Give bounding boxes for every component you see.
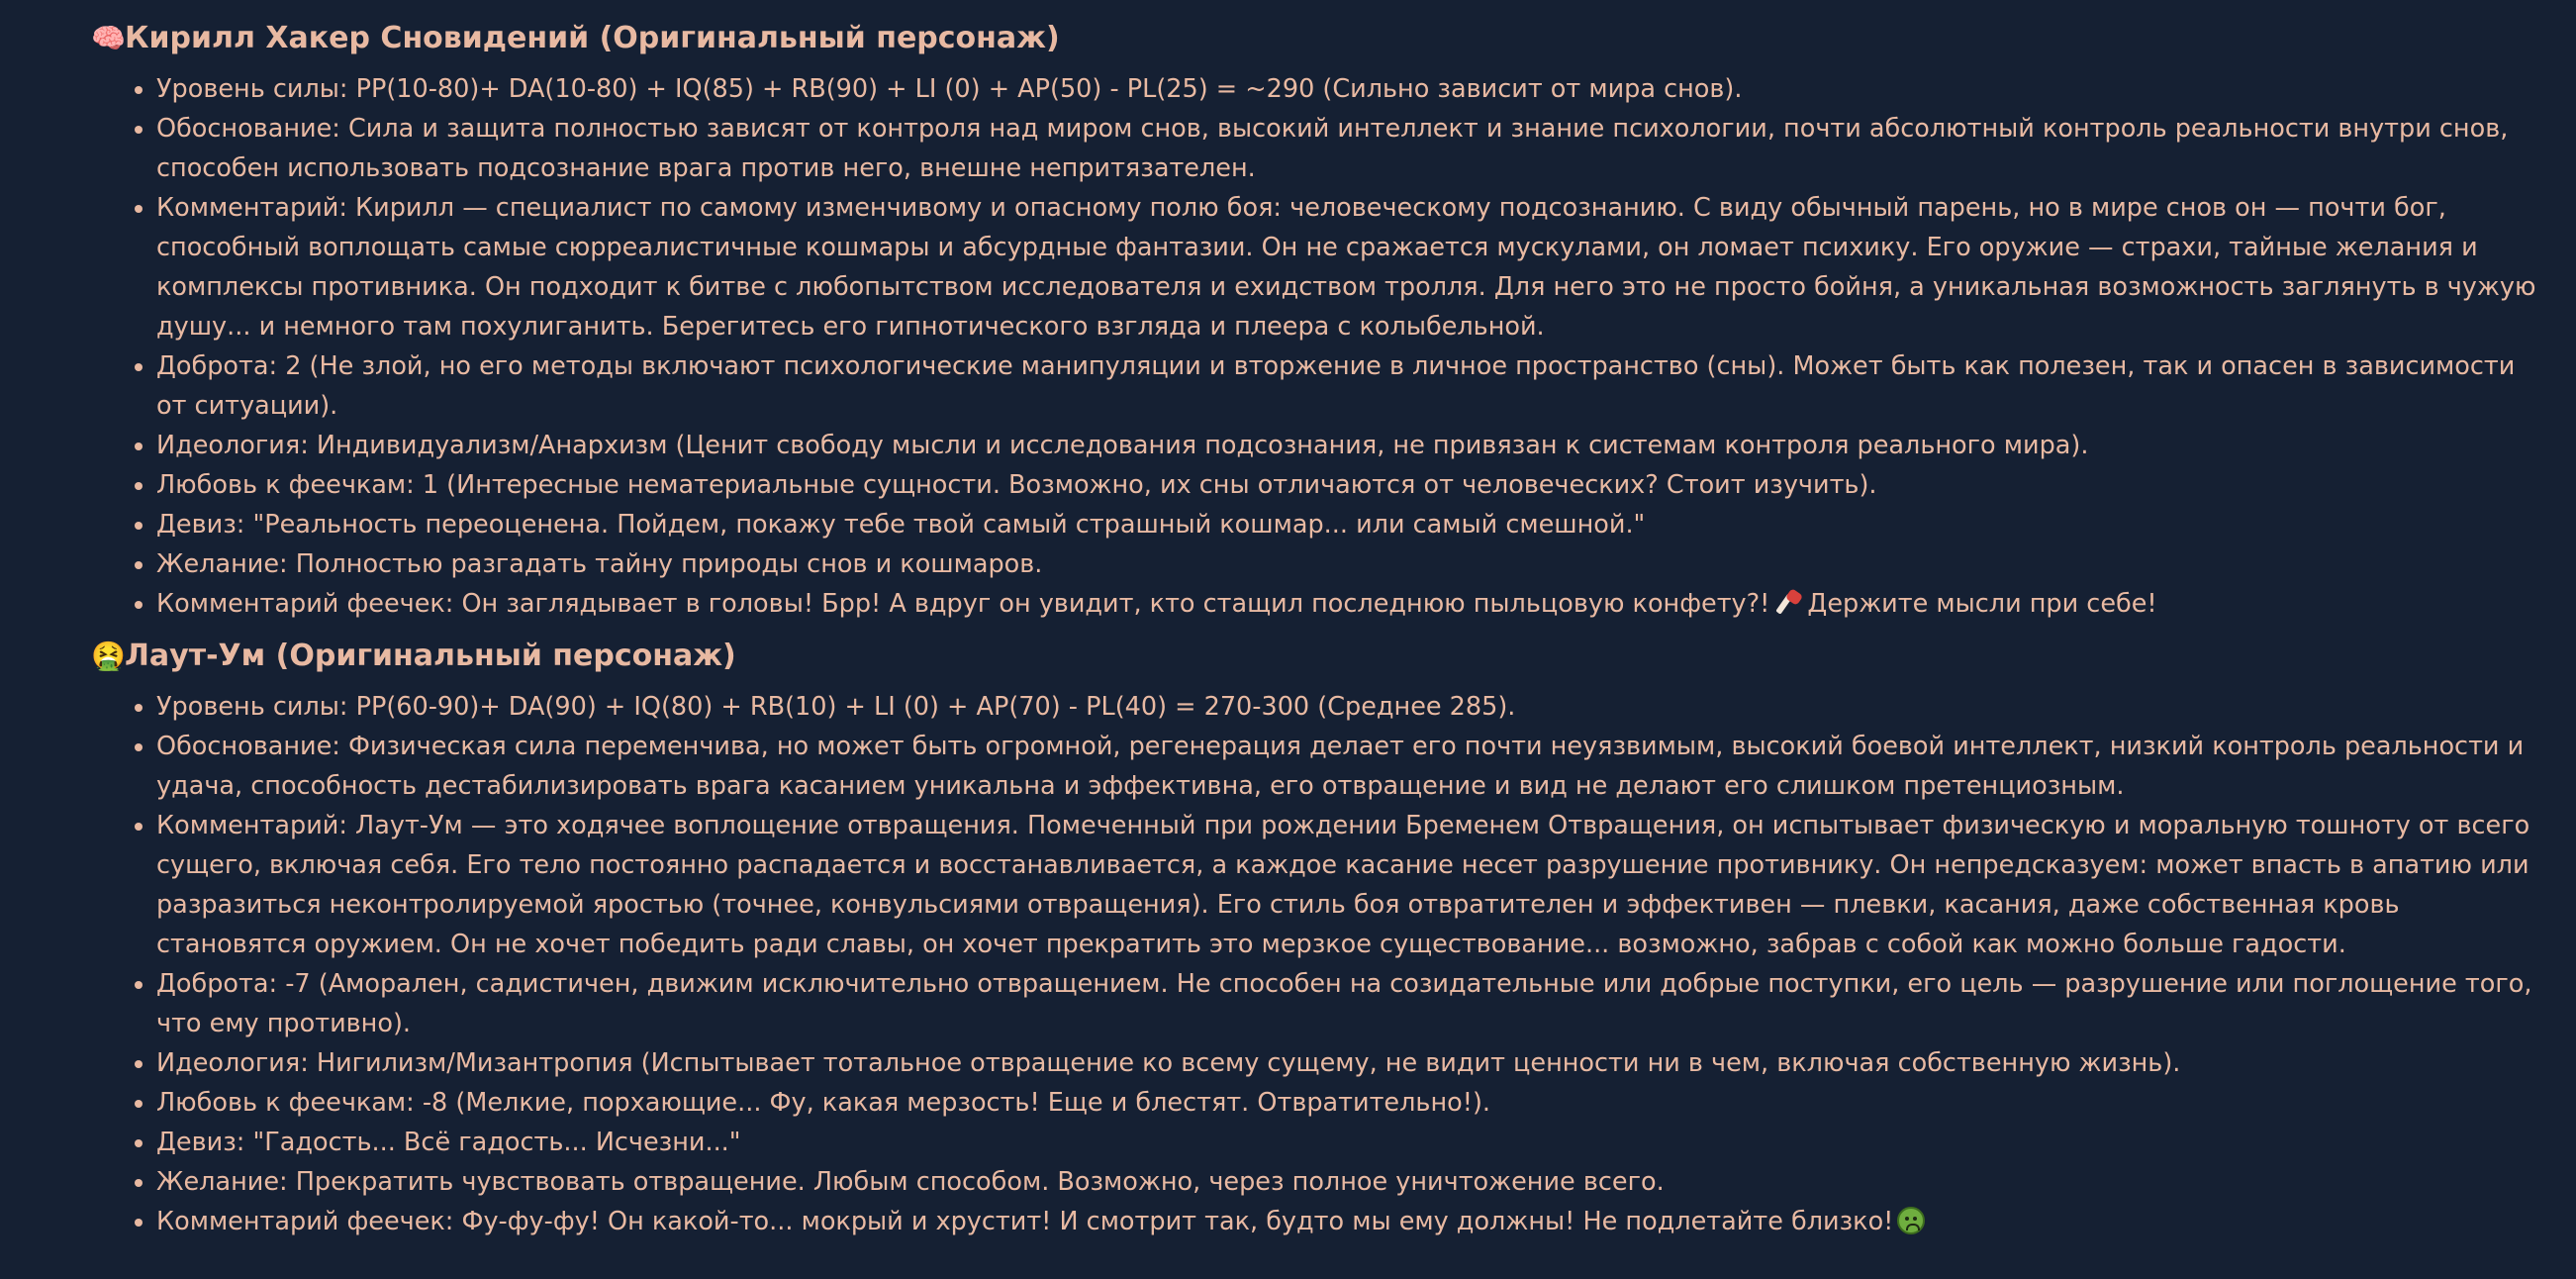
list-item-fairy-love: Любовь к феечкам: -8 (Мелкие, порхающие... Фу, какая мерзость! Еще и блестят. Отвратительно!). [156, 1083, 2546, 1123]
list-item-justification: Обоснование: Сила и защита полностью зависят от контроля над миром снов, высокий интеллект и знание психологии, почти абсолютный контроль реальности внутри снов, способен использовать подсознание врага против него, внешне непритязателен. [156, 109, 2546, 188]
character-name: Лаут-Ум (Оригинальный персонаж) [125, 639, 736, 673]
list-item-desire: Желание: Прекратить чувствовать отвращение. Любым способом. Возможно, через полное уничтожение всего. [156, 1162, 2546, 1202]
candy-icon [1775, 589, 1805, 617]
fairy-comment-text: Комментарий феечек: Фу-фу-фу! Он какой-то... мокрый и хрустит! И смотрит так, будто мы ему должны! Не подлетайте близко! [156, 1207, 1894, 1236]
list-item-fairy-comment [156, 1202, 2546, 1241]
list-item-ideology: Идеология: Нигилизм/Мизантропия (Испытывает тотальное отвращение ко всему сущему, не видит ценности ни в чем, включая собственную жизнь). [156, 1043, 2546, 1083]
character-name: Кирилл Хакер Сновидений (Оригинальный персонаж) [125, 21, 1060, 55]
list-item-fairy-comment [156, 584, 2546, 624]
list-item-ideology: Идеология: Индивидуализм/Анархизм (Ценит свободу мысли и исследования подсознания, не привязан к системам контроля реального мира). [156, 426, 2546, 465]
character-properties-list [91, 69, 2546, 624]
character-title [91, 636, 2546, 677]
fairy-comment-text: Комментарий феечек: Он заглядывает в головы! Брр! А вдруг он увидит, кто стащил последнюю пыльцовую конфету?! [156, 589, 1770, 619]
character-title [91, 18, 2546, 59]
list-item-fairy-love: Любовь к феечкам: 1 (Интересные нематериальные сущности. Возможно, их сны отличаются от человеческих? Стоит изучить). [156, 465, 2546, 505]
list-item-kindness: Доброта: -7 (Аморален, садистичен, движим исключительно отвращением. Не способен на созидательные или добрые поступки, его цель — разрушение или поглощение того, что ему противно). [156, 964, 2546, 1043]
character-properties-list [91, 687, 2546, 1241]
list-item-justification: Обоснование: Физическая сила переменчива, но может быть огромной, регенерация делает его почти неуязвимым, высокий боевой интеллект, низкий контроль реальности и удача, способность дестабилизировать врага касанием уникальна и эффективна, его отвращение и вид не делают его слишком претенциозным. [156, 727, 2546, 806]
brain-icon: 🧠 [91, 22, 126, 54]
fairy-comment-text-end: Держите мысли при себе! [1807, 589, 2157, 619]
list-item-comment: Комментарий: Лаут-Ум — это ходячее воплощение отвращения. Помеченный при рождении Бременем Отвращения, он испытывает физическую и моральную тошноту от всего сущего, включая себя. Его тело постоянно распадается и восстанавливается, а каждое касание несет разрушение противнику. Он непредсказуем: может впасть в апатию или разразиться неконтролируемой яростью (точнее, конвульсиями отвращения). Его стиль боя отвратителен и эффективен — плевки, касания, даже собственная кровь становятся оружием. Он не хочет победить ради славы, он хочет прекратить это мерзкое существование... возможно, забрав с собой как можно больше гадости. [156, 806, 2546, 964]
list-item-kindness: Доброта: 2 (Не злой, но его методы включают психологические манипуляции и вторжение в личное пространство (сны). Может быть как полезен, так и опасен в зависимости от ситуации). [156, 346, 2546, 426]
list-item-desire: Желание: Полностью разгадать тайну природы снов и кошмаров. [156, 544, 2546, 584]
nauseated-face-icon: 🤮 [91, 640, 126, 672]
list-item-power-level: Уровень силы: PP(60-90)+ DA(90) + IQ(80) + RB(10) + LI (0) + AP(70) - PL(40) = 270-300 (Среднее 285). [156, 687, 2546, 727]
list-item-power-level: Уровень силы: PP(10-80)+ DA(10-80) + IQ(85) + RB(90) + LI (0) + AP(50) - PL(25) = ~290 (Сильно зависит от мира снов). [156, 69, 2546, 109]
character-section-kirill [91, 18, 2546, 624]
list-item-motto: Девиз: "Реальность переоценена. Пойдем, покажу тебе твой самый страшный кошмар... или самый смешной." [156, 505, 2546, 544]
list-item-comment: Комментарий: Кирилл — специалист по самому изменчивому и опасному полю боя: человеческому подсознанию. С виду обычный парень, но в мире снов он — почти бог, способный воплощать самые сюрреалистичные кошмары и абсурдные фантазии. Он не сражается мускулами, он ломает психику. Его оружие — страхи, тайные желания и комплексы противника. Он подходит к битве с любопытством исследователя и ехидством тролля. Для него это не просто бойня, а уникальная возможность заглянуть в чужую душу... и немного там похулиганить. Берегитесь его гипнотического взгляда и плеера с колыбельной. [156, 188, 2546, 346]
list-item-motto: Девиз: "Гадость... Всё гадость... Исчезни..." [156, 1123, 2546, 1162]
nauseated-face-icon [1897, 1207, 1925, 1234]
character-section-laut-um [91, 636, 2546, 1241]
